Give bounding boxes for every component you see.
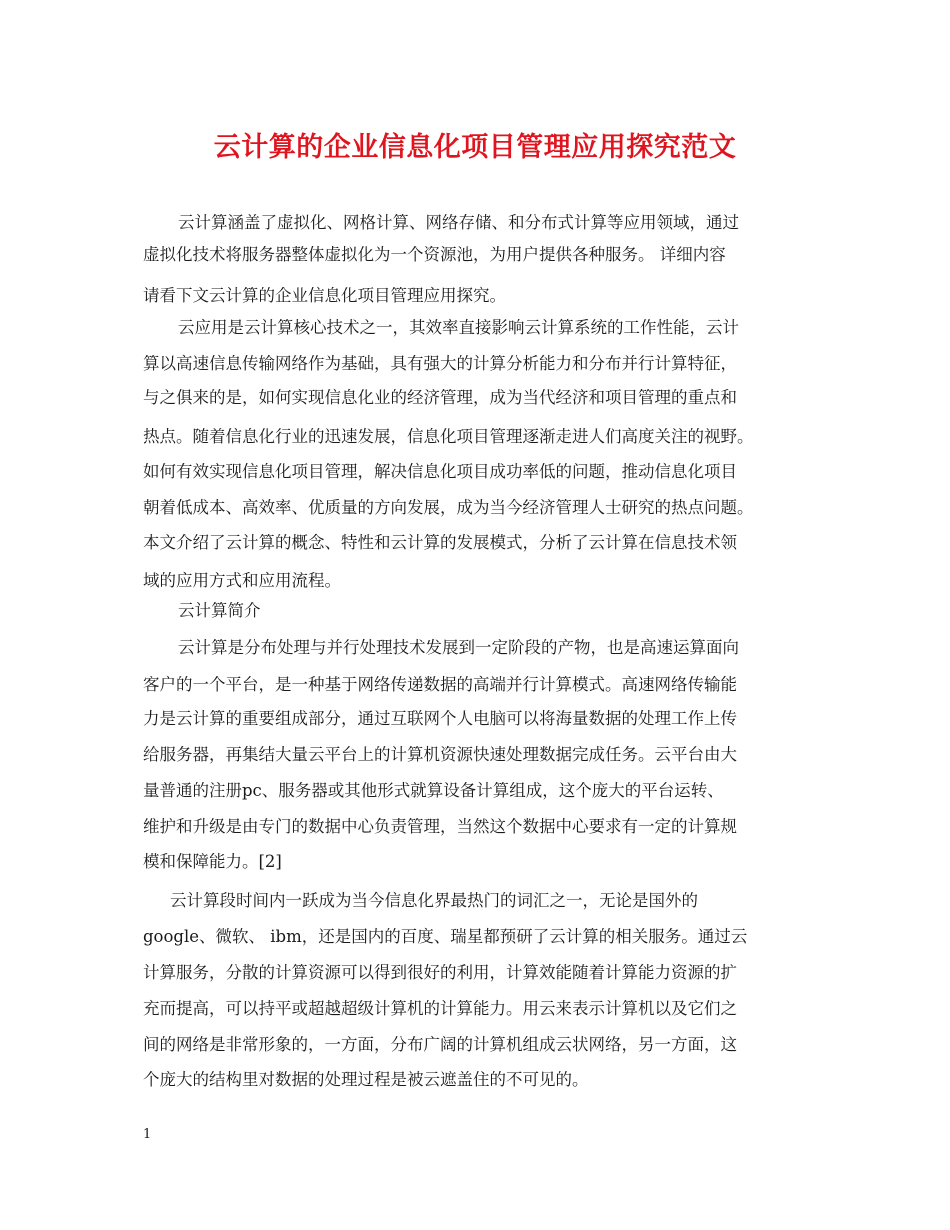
text-line: 维护和升级是由专门的数据中心负责管理，当然这个数据中心要求有一定的计算规 [143, 817, 737, 836]
text-line: 云计算是分布处理与并行处理技术发展到一定阶段的产物，也是高速运算面向 [178, 638, 739, 657]
text-line: 力是云计算的重要组成部分，通过互联网个人电脑可以将海量数据的处理工作上传 [143, 709, 737, 728]
text-line: 量普通的注册pc、服务器或其他形式就算设备计算组成，这个庞大的平台运转、 [143, 781, 724, 800]
text-line: 热点。随着信息化行业的迅速发展，信息化项目管理逐渐走进人们高度关注的视野。 [143, 427, 754, 446]
text-line: 计算服务，分散的计算资源可以得到很好的利用，计算效能随着计算能力资源的扩 [143, 963, 737, 982]
text-line: 算以高速信息传输网络作为基础，具有强大的计算分析能力和分布并行计算特征， [143, 354, 737, 373]
text-line: 与之俱来的是，如何实现信息化业的经济管理，成为当代经济和项目管理的重点和 [143, 388, 737, 407]
page-title: 云计算的企业信息化项目管理应用探究范文 [213, 132, 737, 163]
text-line: 云计算段时间内一跃成为当今信息化界最热门的词汇之一，无论是国外的 [170, 891, 698, 910]
text-line: 客户的一个平台，是一种基于网络传递数据的高端并行计算模式。高速网络传输能 [143, 675, 737, 694]
text-line: 本文介绍了云计算的概念、特性和云计算的发展模式，分析了云计算在信息技术领 [143, 533, 737, 552]
text-line: 域的应用方式和应用流程。 [143, 571, 341, 590]
text-line: 如何有效实现信息化项目管理，解决信息化项目成功率低的问题，推动信息化项目 [143, 462, 737, 481]
text-line: 给服务器，再集结大量云平台上的计算机资源快速处理数据完成任务。云平台由大 [143, 745, 737, 764]
section-heading: 云计算简介 [178, 601, 261, 620]
text-line: 请看下文云计算的企业信息化项目管理应用探究。 [143, 286, 506, 305]
text-line: 虚拟化技术将服务器整体虚拟化为一个资源池，为用户提供各种服务。 详细内容 [143, 245, 726, 264]
text-line: 云计算涵盖了虚拟化、网格计算、网络存储、和分布式计算等应用领域，通过 [178, 213, 739, 232]
page-number: 1 [143, 1127, 152, 1142]
text-line: 间的网络是非常形象的，一方面，分布广阔的计算机组成云状网络，另一方面，这 [143, 1035, 737, 1054]
text-line: 充而提高，可以持平或超越超级计算机的计算能力。用云来表示计算机以及它们之 [143, 999, 737, 1018]
text-line: 云应用是云计算核心技术之一，其效率直接影响云计算系统的工作性能，云计 [178, 318, 739, 337]
text-line: google、微软、 ibm，还是国内的百度、瑞星都预研了云计算的相关服务。通过云 [143, 927, 748, 946]
text-line: 模和保障能力。[2] [143, 852, 282, 871]
text-line: 朝着低成本、高效率、优质量的方向发展，成为当今经济管理人士研究的热点问题。 [143, 498, 754, 517]
text-line: 个庞大的结构里对数据的处理过程是被云遮盖住的不可见的。 [143, 1070, 589, 1089]
